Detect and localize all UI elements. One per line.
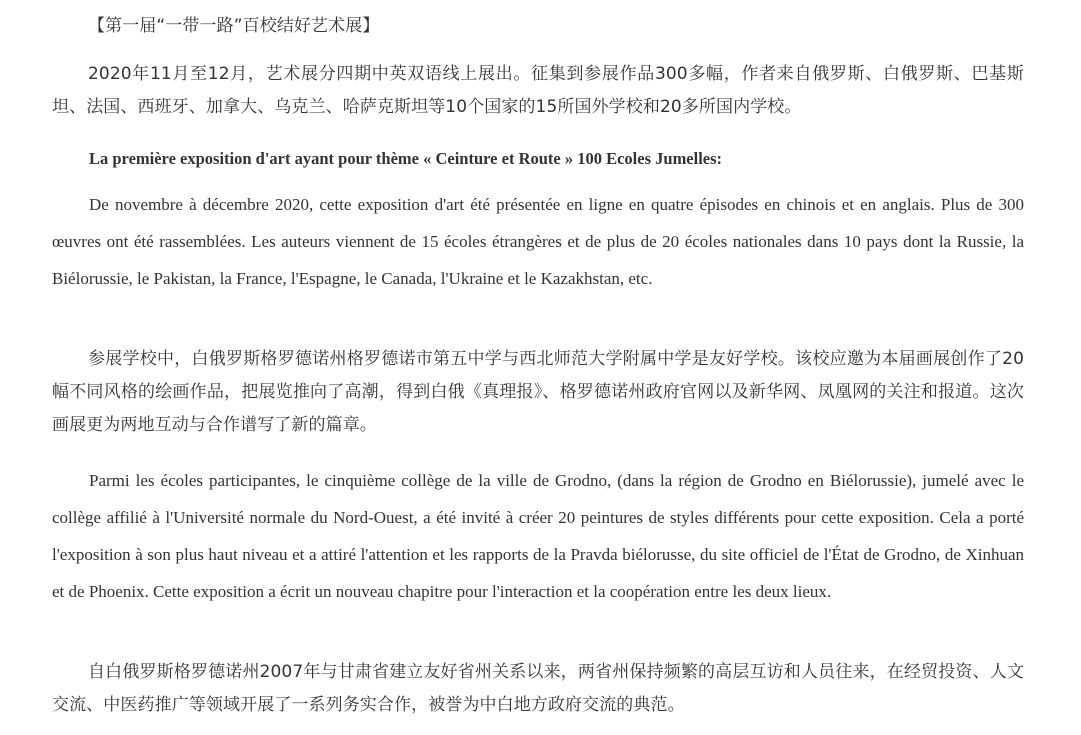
section-heading-zh: 【第一届“一带一路”百校结好艺术展】 — [88, 16, 380, 36]
intro-paragraph-fr: De novembre à décembre 2020, cette exposition d'art été présentée en ligne en quatre épisodes en chinois et en anglais. Plus de 300 œuvres ont été rassemblées. Les auteurs viennent de 15 écoles étrangères et de plus de 20 écoles nationales dans 10 pays dont la Russie, la Biélorussie, le Pakistan, la France, l'Espagne, le Canada, l'Ukraine et le Kazakhstan, etc. — [52, 195, 1024, 288]
school-paragraph-zh: 参展学校中，白俄罗斯格罗德诺州格罗德诺市第五中学与西北师范大学附属中学是友好学校。该校应邀为本届画展创作了20幅不同风格的绘画作品，把展览推向了高潮，得到白俄《真理报》、格罗德诺州政府官网以及新华网、凤凰网的关注和报道。这次画展更为两地互动与合作谱写了新的篇章。 — [52, 349, 1024, 435]
section-title-fr: La première exposition d'art ayant pour thème « Ceinture et Route » 100 Ecoles Jumelles: — [89, 149, 723, 168]
intro-paragraph-zh: 2020年11月至12月，艺术展分四期中英双语线上展出。征集到参展作品300多幅，作者来自俄罗斯、白俄罗斯、巴基斯坦、法国、西班牙、加拿大、乌克兰、哈萨克斯坦等10个国家的15所国外学校和20多所国内学校。 — [52, 64, 1024, 117]
relation-paragraph-zh: 自白俄罗斯格罗德诺州2007年与甘肃省建立友好省州关系以来，两省州保持频繁的高层互访和人员往来，在经贸投资、人文交流、中医药推广等领域开展了一系列务实合作，被誉为中白地方政府交流的典范。 — [52, 662, 1024, 715]
school-paragraph-fr: Parmi les écoles participantes, le cinquième collège de la ville de Grodno, (dans la région de Grodno en Biélorussie), jumelé avec le collège affilié à l'Université normale du Nord-Ouest, a été invité à créer 20 peintures de styles différents pour cette exposition. Cela a porté l'exposition à son plus haut niveau et a attiré l'attention et les rapports de la Pravda biélorusse, du site officiel de l'État de Grodno, de Xinhuan et de Phoenix. Cette exposition a écrit un nouveau chapitre pour l'interaction et la coopération entre les deux lieux. — [52, 471, 1024, 601]
